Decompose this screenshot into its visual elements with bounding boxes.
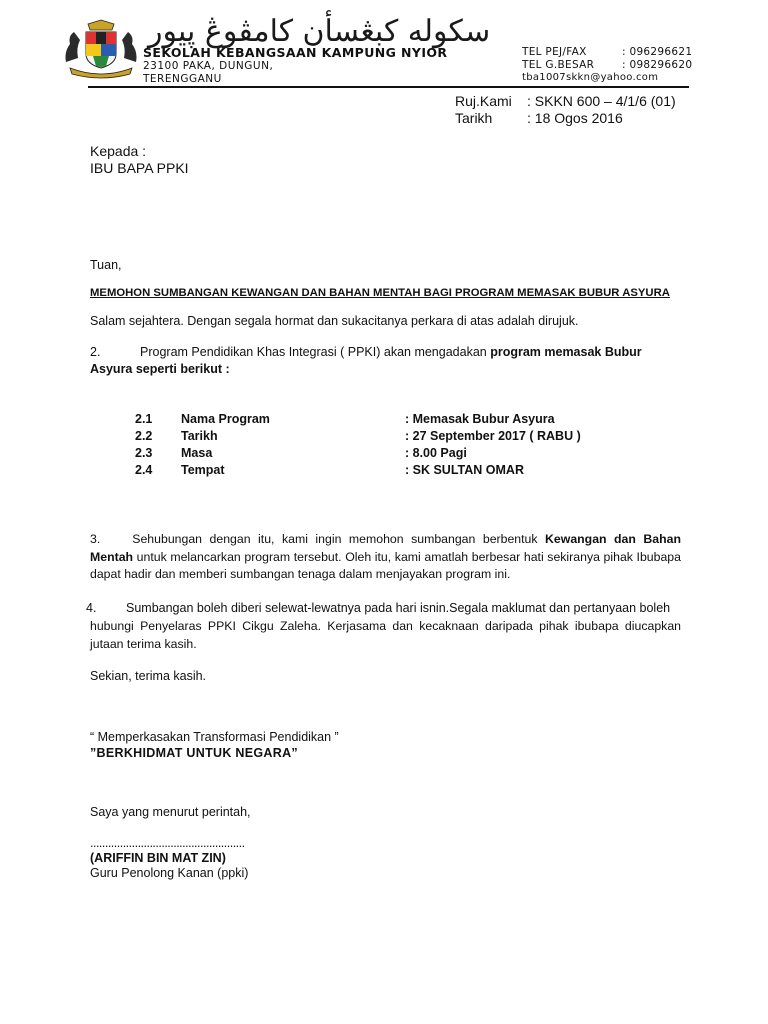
detail-label: Masa xyxy=(181,446,213,460)
detail-value: : Memasak Bubur Asyura xyxy=(405,412,555,426)
letterhead-divider xyxy=(88,86,689,88)
address-line-1: 23100 PAKA, DUNGUN, xyxy=(143,60,274,72)
detail-number: 2.4 xyxy=(135,463,153,477)
tel-headmaster-label: TEL G.BESAR xyxy=(522,59,595,71)
detail-number: 2.3 xyxy=(135,446,153,460)
paragraph-4-number: 4. xyxy=(86,601,97,615)
paragraph-3-emphasis-2: Mentah xyxy=(90,549,134,564)
salutation: Tuan, xyxy=(90,258,122,272)
detail-value: : SK SULTAN OMAR xyxy=(405,463,524,477)
email-address: tba1007skkn@yahoo.com xyxy=(522,72,659,83)
signoff: Saya yang menurut perintah, xyxy=(90,805,251,819)
date-value: : 18 Ogos 2016 xyxy=(527,110,623,126)
paragraph-3-text-1: Sehubungan dengan itu, kami ingin memohon sumbangan berbentuk xyxy=(132,532,546,546)
signature-line: .................................................... xyxy=(90,836,245,850)
paragraph-1: Salam sejahtera. Dengan segala hormat dan sukacitanya perkara di atas adalah dirujuk. xyxy=(90,314,579,328)
recipient-label: Kepada : xyxy=(90,143,147,159)
closing: Sekian, terima kasih. xyxy=(90,669,207,683)
paragraph-2-number: 2. xyxy=(90,345,101,359)
tel-office-value: : 096296621 xyxy=(622,46,693,58)
address-line-2: TERENGGANU xyxy=(143,73,222,85)
reference-label: Ruj.Kami xyxy=(455,93,512,109)
detail-value: : 27 September 2017 ( RABU ) xyxy=(405,429,581,443)
motto-line-1: “ Memperkasakan Transformasi Pendidikan ” xyxy=(90,730,339,744)
detail-number: 2.1 xyxy=(135,412,153,426)
letter-subject: MEMOHON SUMBANGAN KEWANGAN DAN BAHAN MENTAH BAGI PROGRAM MEMASAK BUBUR ASYURA xyxy=(90,287,670,299)
paragraph-4-rest: hubungi Penyelaras PPKI Cikgu Zaleha. Kerjasama dan kecaknaan daripada pihak ibubapa diucapkan jutaan terima kasih. xyxy=(90,619,681,651)
paragraph-2-text: Program Pendidikan Khas Integrasi ( PPKI) akan mengadakan xyxy=(140,345,491,359)
signer-title: Guru Penolong Kanan (ppki) xyxy=(90,866,249,880)
signer-name: (ARIFFIN BIN MAT ZIN) xyxy=(90,851,226,865)
paragraph-3-emphasis-1: Kewangan dan Bahan xyxy=(545,532,681,546)
detail-value: : 8.00 Pagi xyxy=(405,446,467,460)
paragraph-2-emphasis-2: Asyura seperti berikut : xyxy=(90,362,230,376)
reference-value: : SKKN 600 – 4/1/6 (01) xyxy=(527,93,676,109)
detail-label: Nama Program xyxy=(181,412,270,426)
paragraph-3 xyxy=(90,531,681,584)
paragraph-3-number: 3. xyxy=(90,532,101,546)
paragraph-2-line-1 xyxy=(140,345,642,359)
school-name: SEKOLAH KEBANGSAAN KAMPUNG NYIOR xyxy=(143,45,448,60)
recipient-name: IBU BAPA PPKI xyxy=(90,160,189,176)
paragraph-4-line-1: Sumbangan boleh diberi selewat-lewatnya pada hari isnin.Segala maklumat dan pertanyaan boleh xyxy=(126,601,671,615)
tel-headmaster-value: : 098296620 xyxy=(622,59,693,71)
detail-label: Tarikh xyxy=(181,429,218,443)
tel-office-label: TEL PEJ/FAX xyxy=(522,46,587,58)
date-label: Tarikh xyxy=(455,110,493,126)
detail-number: 2.2 xyxy=(135,429,153,443)
motto-line-2: ”BERKHIDMAT UNTUK NEGARA” xyxy=(90,746,298,760)
paragraph-2-emphasis-1: program memasak Bubur xyxy=(490,345,642,359)
school-name-jawi: سكوله کبڠسأن کامڤوڠ ڽيور xyxy=(148,14,491,49)
paragraph-3-text-2: untuk melancarkan program tersebut. Oleh itu, kami amatlah berbesar hati sekiranya pihak Ibubapa dapat hadir dan memberi sumbangan tenaga dalam menjayakan program ini. xyxy=(90,549,681,581)
detail-label: Tempat xyxy=(181,463,225,477)
school-crest-logo xyxy=(62,18,140,80)
